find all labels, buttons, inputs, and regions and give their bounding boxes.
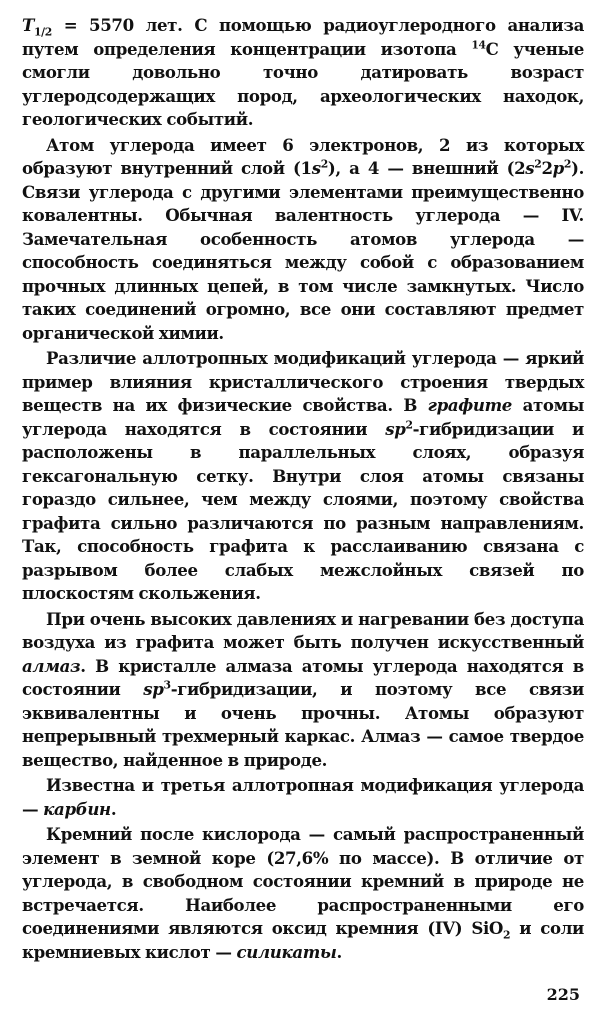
paragraph-silicon: Кремний после кислорода — самый распространенный элемент в земной коре (27,6% по массе). В отличие от углерода, в свободном состоянии кремний в природе не встречается. Наиболее распространенными его соединениями являются оксид кремния (IV) SiO$_2$ и соли кремниевых кислот — силикаты. [22,824,585,962]
page-number: 225 [546,985,580,1004]
paragraph-radiocarbon: $T_{1/2} = 5570$ лет. С помощью радиоуглеродного анализа путем определения концентрации изотопа $^{14}$C ученые смогли довольно точно датировать возраст углеродсодержащих пород, археологических находок, геологических событий. [22,15,584,129]
paragraph-allotropes-graphite: Различие аллотропных модификаций углерода — яркий пример влияния кристаллического строения твердых веществ на их физические свойства. В графите атомы углерода находятся в состоянии $sp^2$-гибридизации и расположены в параллельных слоях, образуя гексагональную сетку. Внутри слоя атомы связаны гораздо сильнее, чем между слоями, поэтому свойства графита сильно различаются по разным направлениям. Так, способность графита к расслаиванию связана с разрывом более слабых межслойных связей по плоскостям скольжения. [22,348,584,603]
paragraph-carbon-atom: Атом углерода имеет 6 электронов, 2 из которых образуют внутренний слой $(1s^2)$, а 4 — внешний $(2s^22p^2)$. Связи углерода с другими элементами преимущественно ковалентны. Обычная валентность углерода — IV. Замечательная особенность атомов углерода — способность соединяться между собой с образованием прочных длинных цепей, в том числе замкнутых. Число таких соединений огромно, все они составляют предмет органической химии. [22,134,584,343]
paragraph-diamond: При очень высоких давлениях и нагревании без доступа воздуха из графита может быть получен искусственный алмаз. В кристалле алмаза атомы углерода находятся в состоянии $sp^3$-гибридизации, и поэтому все связи эквивалентны и очень прочны. Атомы образуют непрерывный трехмерный каркас. Алмаз — самое твердое вещество, найденное в природе. [22,608,584,770]
paragraph-carbyne: Известна и третья аллотропная модификация углерода — карбин. [22,775,584,819]
page-body [22,14,584,966]
